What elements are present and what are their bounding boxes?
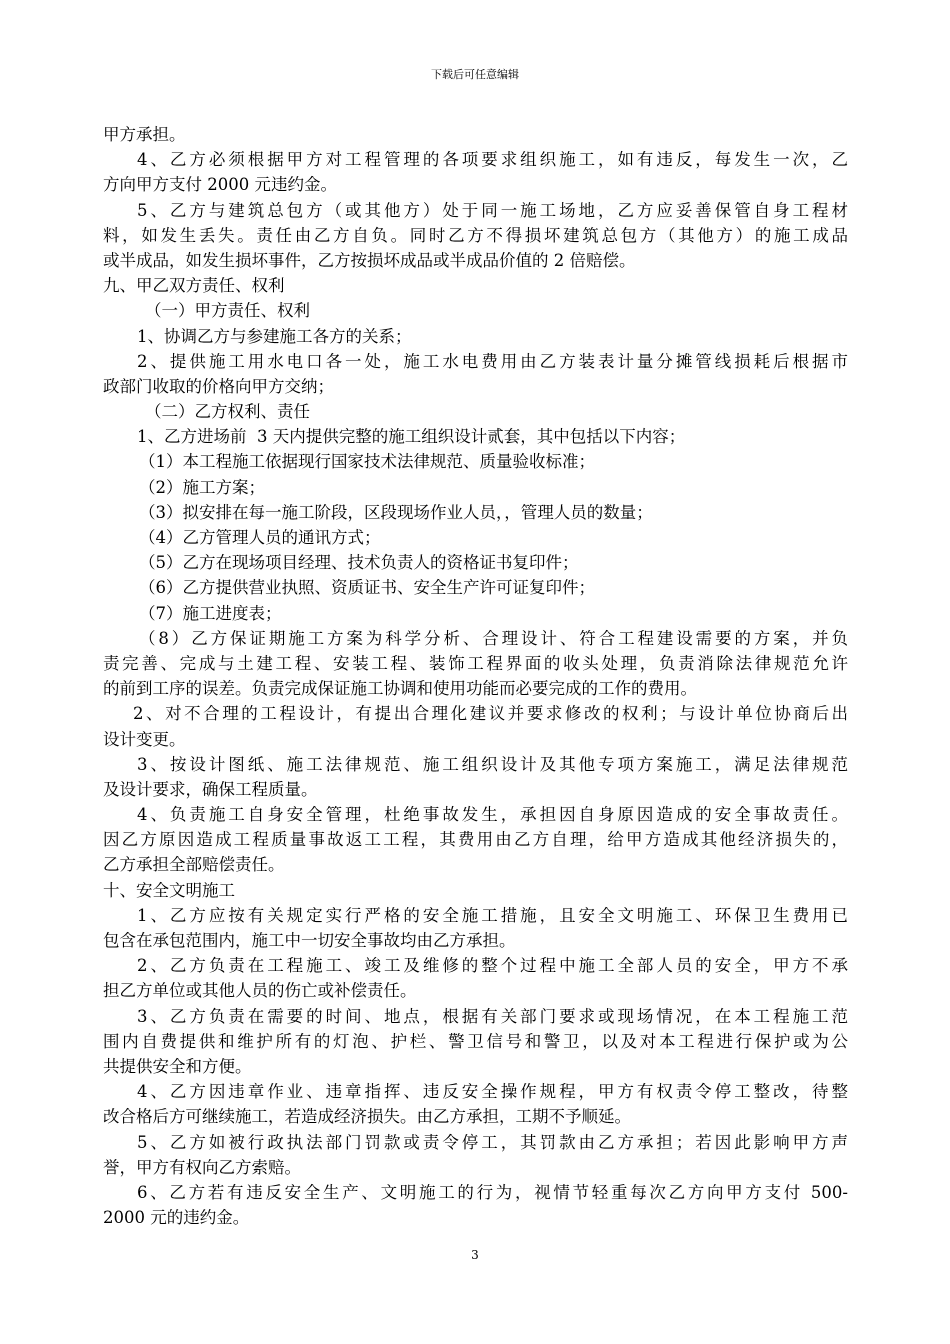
text-line: （一）甲方责任、权利	[145, 301, 310, 321]
text-line: （二）乙方权利、责任	[145, 402, 310, 422]
text-line: 3、按设计图纸、施工法律规范、施工组织设计及其他专项方案施工，满足法律规范	[137, 754, 848, 774]
page-header: 下载后可任意编辑	[431, 68, 519, 81]
text-line: （7）施工进度表；	[139, 603, 282, 623]
text-line: 6、乙方若有违反安全生产、文明施工的行为，视情节轻重每次乙方向甲方支付 500-	[137, 1182, 848, 1202]
text-line: 十、安全文明施工	[103, 880, 235, 900]
text-line: （8）乙方保证期施工方案为科学分析、合理设计、符合工程建设需要的方案，并负	[139, 628, 848, 648]
text-line: 的前到工序的误差。负责完成保证施工协调和使用功能而必要完成的工作的费用。	[103, 679, 697, 699]
text-line: 1、乙方进场前 3 天内提供完整的施工组织设计贰套，其中包括以下内容；	[137, 427, 686, 447]
text-line: 共提供安全和方便。	[103, 1056, 252, 1076]
text-line: 甲方承担。	[103, 125, 186, 144]
text-line: 2、提供施工用水电口各一处，施工水电费用由乙方装表计量分摊管线损耗后根据市	[137, 351, 848, 371]
text-line: 责完善、完成与土建工程、安装工程、装饰工程界面的收头处理，负责消除法律规范允许	[103, 653, 848, 673]
text-line: 4、乙方必须根据甲方对工程管理的各项要求组织施工，如有违反，每发生一次，乙	[137, 150, 848, 170]
text-line: （3）拟安排在每一施工阶段，区段现场作业人员，，管理人员的数量；	[139, 502, 653, 522]
text-line: 及设计要求，确保工程质量。	[103, 779, 318, 799]
text-line: 包含在承包范围内，施工中一切安全事故均由乙方承担。	[103, 931, 516, 950]
text-line: （1）本工程施工依据现行国家技术法律规范、质量验收标准；	[139, 452, 595, 472]
text-line: 乙方承担全部赔偿责任。	[103, 855, 285, 875]
text-line: 因乙方原因造成工程质量事故返工工程，其费用由乙方自理，给甲方造成其他经济损失的，	[103, 830, 848, 850]
text-line: 围内自费提供和维护所有的灯泡、护栏、警卫信号和警卫，以及对本工程进行保护或为公	[103, 1031, 848, 1051]
text-line: 或半成品，如发生损坏事件，乙方按损坏成品或半成品价值的 2 倍赔偿。	[103, 250, 636, 270]
text-line: 4、负责施工自身安全管理，杜绝事故发生，承担因自身原因造成的安全事故责任。	[137, 805, 848, 825]
text-line: 担乙方单位或其他人员的伤亡或补偿责任。	[103, 981, 417, 1001]
text-line: 改合格后方可继续施工，若造成经济损失。由乙方承担，工期不予顺延。	[103, 1107, 631, 1127]
text-line: 1、协调乙方与参建施工各方的关系；	[137, 326, 412, 346]
text-line: 2、乙方负责在工程施工、竣工及维修的整个过程中施工全部人员的安全，甲方不承	[137, 956, 848, 976]
text-line: 5、乙方与建筑总包方（或其他方）处于同一施工场地，乙方应妥善保管自身工程材	[137, 200, 848, 220]
text-line: 政部门收取的价格向甲方交纳；	[103, 376, 334, 396]
text-line: 2000 元的违约金。	[103, 1208, 250, 1228]
text-line: （4）乙方管理人员的通讯方式；	[139, 528, 381, 547]
text-line: （2）施工方案；	[139, 477, 265, 497]
text-line: 5、乙方如被行政执法部门罚款或责令停工，其罚款由乙方承担；若因此影响甲方声	[137, 1132, 848, 1152]
text-line: 4、乙方因违章作业、违章指挥、违反安全操作规程，甲方有权责令停工整改，待整	[137, 1082, 848, 1102]
text-line: （5）乙方在现场项目经理、技术负责人的资格证书复印件；	[139, 553, 579, 573]
text-line: 方向甲方支付 2000 元违约金。	[103, 175, 337, 195]
text-line: 誉，甲方有权向乙方索赔。	[103, 1157, 301, 1177]
text-line: 设计变更。	[103, 729, 186, 749]
text-line: 料，如发生丢失。责任由乙方自负。同时乙方不得损坏建筑总包方（其他方）的施工成品	[103, 225, 848, 245]
text-line: （6）乙方提供营业执照、资质证书、安全生产许可证复印件；	[139, 578, 595, 598]
text-line: 1、乙方应按有关规定实行严格的安全施工措施，且安全文明施工、环保卫生费用已	[137, 905, 848, 925]
page-number: 3	[471, 1248, 479, 1262]
text-line: 3、乙方负责在需要的时间、地点，根据有关部门要求或现场情况，在本工程施工范	[137, 1006, 848, 1026]
text-line: 2、对不合理的工程设计，有提出合理化建议并要求修改的权利；与设计单位协商后出	[133, 704, 848, 724]
document-body	[103, 122, 848, 1230]
text-line: 九、甲乙双方责任、权利	[103, 276, 285, 296]
